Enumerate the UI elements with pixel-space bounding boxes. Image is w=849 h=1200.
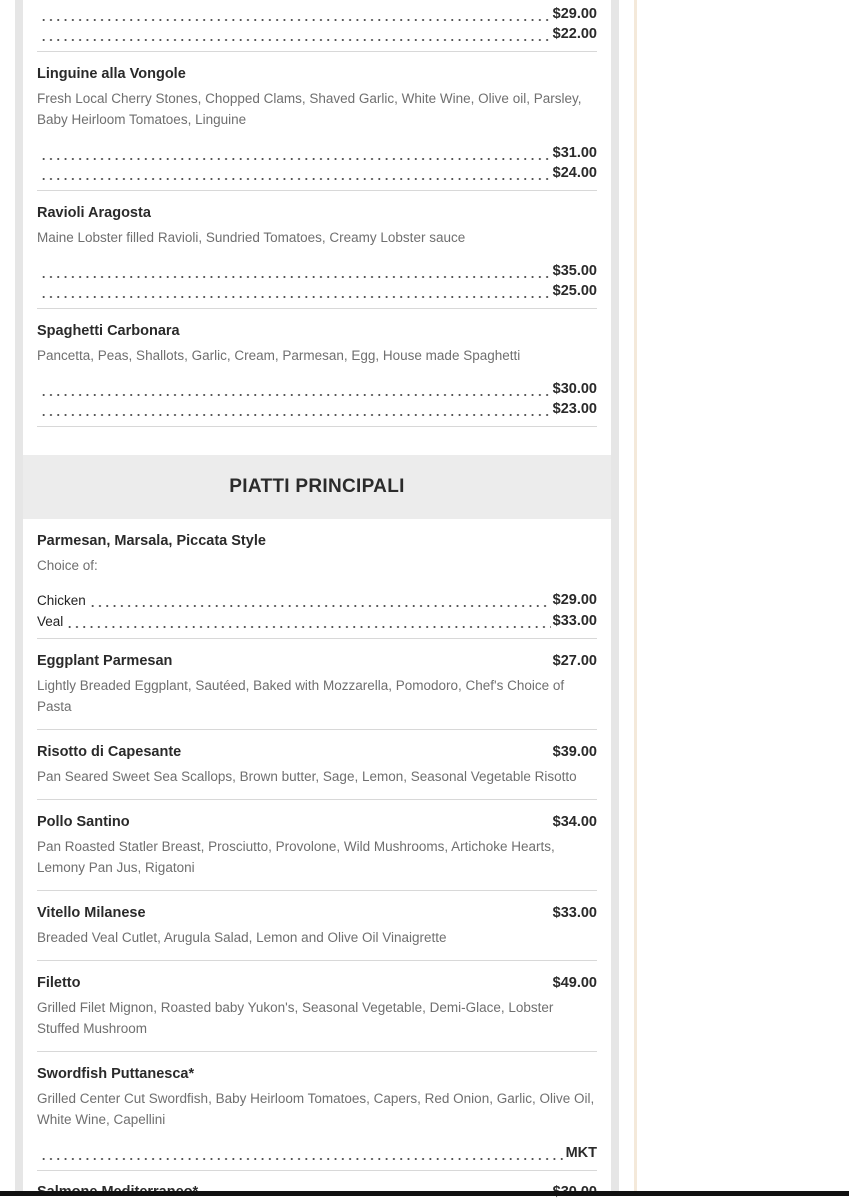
leader-dots xyxy=(40,1149,564,1161)
item-separator xyxy=(37,638,597,639)
bottom-edge-bar xyxy=(0,1191,849,1196)
option-label: Chicken xyxy=(37,593,86,608)
item-separator xyxy=(37,890,597,891)
item-header xyxy=(37,905,597,921)
item-title: Filetto xyxy=(37,975,81,991)
item-description: Grilled Filet Mignon, Roasted baby Yukon's, Seasonal Vegetable, Demi-Glace, Lobster Stuffed Mushroom xyxy=(37,1000,554,1036)
item-title: Pollo Santino xyxy=(37,814,130,830)
item-header xyxy=(37,744,597,760)
price: $49.00 xyxy=(552,975,597,991)
item-separator xyxy=(37,1051,597,1052)
item-title: Ravioli Aragosta xyxy=(37,205,151,221)
section-title: PIATTI PRINCIPALI xyxy=(229,476,405,497)
item-options xyxy=(37,588,597,629)
price: $29.00 xyxy=(552,592,597,608)
item-description: Pancetta, Peas, Shallots, Garlic, Cream, Parmesan, Egg, House made Spaghetti xyxy=(37,348,521,363)
item-prices xyxy=(37,1141,597,1161)
item-description: Grilled Center Cut Swordfish, Baby Heirloom Tomatoes, Capers, Red Onion, Garlic, Olive Oil, White Wine, Capellini xyxy=(37,1091,595,1127)
item-description: Breaded Veal Cutlet, Arugula Salad, Lemon and Olive Oil Vinaigrette xyxy=(37,930,447,945)
price: MKT xyxy=(565,1145,597,1161)
mains-content xyxy=(37,0,597,1196)
price-line xyxy=(37,1141,597,1161)
menu-item-eggplant xyxy=(37,653,597,717)
item-description: Choice of: xyxy=(37,558,98,573)
menu-item-risotto xyxy=(37,744,597,787)
menu-item-parmesan xyxy=(37,533,597,576)
item-title: Risotto di Capesante xyxy=(37,744,182,760)
item-separator xyxy=(37,1170,597,1171)
price: $30.00 xyxy=(552,381,597,397)
price: $22.00 xyxy=(552,26,597,42)
item-description: Pan Seared Sweet Sea Scallops, Brown butter, Sage, Lemon, Seasonal Vegetable Risotto xyxy=(37,769,577,784)
item-description: Lightly Breaded Eggplant, Sautéed, Baked with Mozzarella, Pomodoro, Chef's Choice of Pasta xyxy=(37,678,565,714)
item-header xyxy=(37,653,597,669)
menu-item-pollo xyxy=(37,814,597,878)
item-title: Spaghetti Carbonara xyxy=(37,323,180,339)
item-header xyxy=(37,814,597,830)
leader-dots xyxy=(66,617,550,629)
price: $24.00 xyxy=(552,165,597,181)
price: $23.00 xyxy=(552,401,597,417)
price: $27.00 xyxy=(552,653,597,669)
price: $25.00 xyxy=(552,283,597,299)
option-line xyxy=(37,588,597,608)
price: $33.00 xyxy=(552,905,597,921)
page-gutter xyxy=(0,0,15,1196)
item-description: Pan Roasted Statler Breast, Prosciutto, Provolone, Wild Mushrooms, Artichoke Hearts, Lemony Pan Jus, Rigatoni xyxy=(37,839,555,875)
item-separator xyxy=(37,729,597,730)
item-description: Fresh Local Cherry Stones, Chopped Clams, Shaved Garlic, White Wine, Olive oil, Parsley, Baby Heirloom Tomatoes, Linguine xyxy=(37,91,582,127)
item-title: Linguine alla Vongole xyxy=(37,66,186,82)
price: $31.00 xyxy=(552,145,597,161)
menu-item-filetto xyxy=(37,975,597,1039)
price: $39.00 xyxy=(552,744,597,760)
vertical-divider xyxy=(634,0,637,1196)
item-title: Eggplant Parmesan xyxy=(37,653,173,669)
option-line xyxy=(37,609,597,629)
price: $29.00 xyxy=(552,6,597,22)
item-title: Parmesan, Marsala, Piccata Style xyxy=(37,533,266,549)
item-title: Swordfish Puttanesca* xyxy=(37,1066,195,1082)
item-header xyxy=(37,975,597,991)
item-description: Maine Lobster filled Ravioli, Sundried Tomatoes, Creamy Lobster sauce xyxy=(37,230,466,245)
price: $33.00 xyxy=(552,613,597,629)
menu-item-swordfish xyxy=(37,1066,597,1130)
item-separator xyxy=(37,799,597,800)
option-label: Veal xyxy=(37,614,64,629)
item-separator xyxy=(37,960,597,961)
price: $34.00 xyxy=(552,814,597,830)
leader-dots xyxy=(89,596,551,608)
menu-item-vitello xyxy=(37,905,597,948)
item-title: Vitello Milanese xyxy=(37,905,146,921)
price: $35.00 xyxy=(552,263,597,279)
